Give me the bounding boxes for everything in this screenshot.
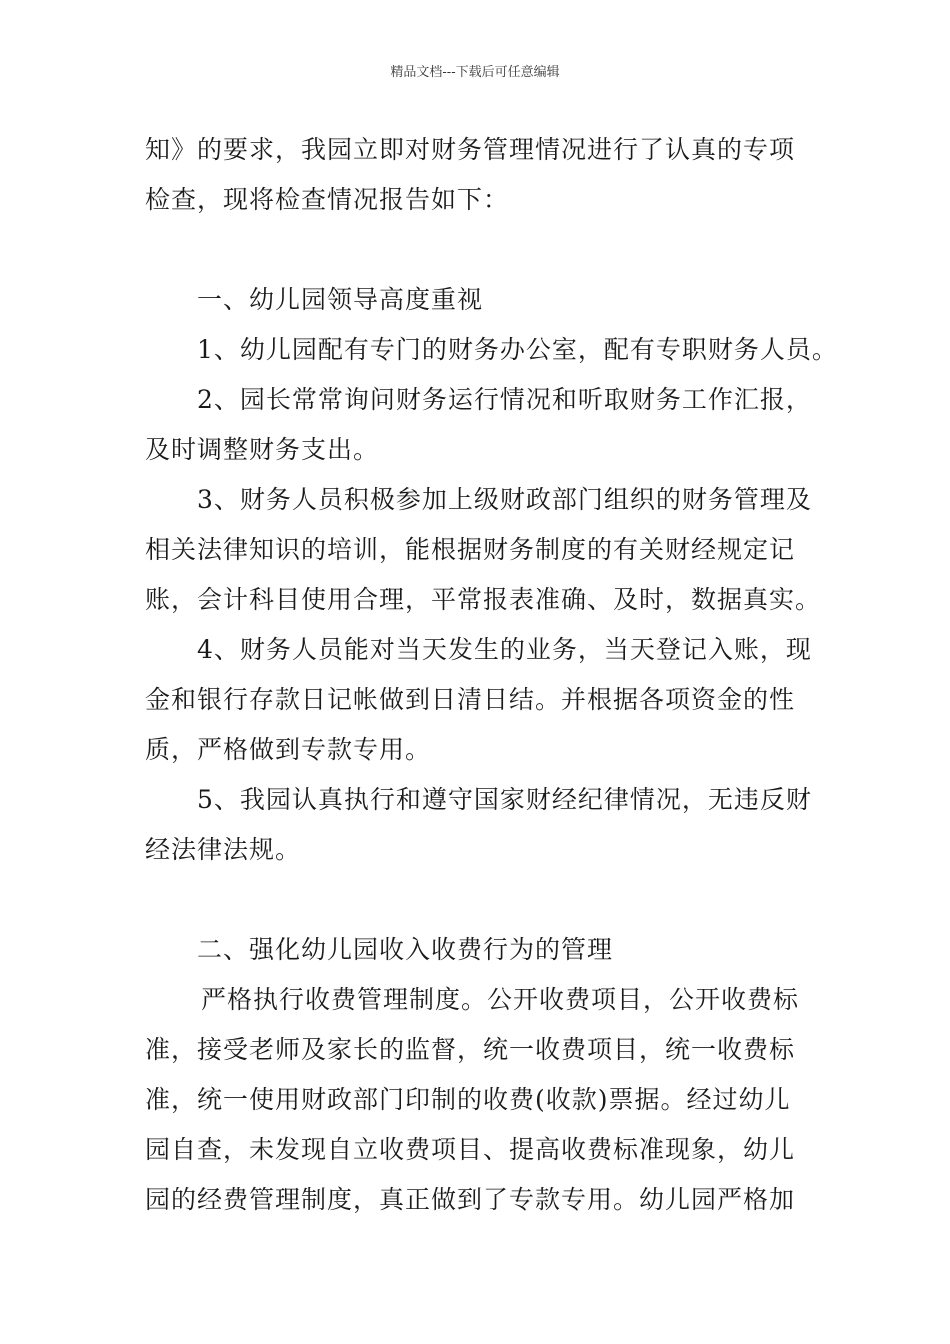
section-heading: 一、幼儿园领导高度重视 (197, 285, 484, 314)
paragraph-line: 质，严格做到专款专用。 (145, 735, 432, 764)
paragraph-line: 账，会计科目使用合理，平常报表准确、及时，数据真实。 (145, 585, 822, 614)
paragraph-line: 3、财务人员积极参加上级财政部门组织的财务管理及 (197, 485, 812, 514)
paragraph-line: 金和银行存款日记帐做到日清日结。并根据各项资金的性 (145, 685, 796, 714)
paragraph-line: 4、财务人员能对当天发生的业务，当天登记入账，现 (197, 635, 812, 664)
section-heading: 二、强化幼儿园收入收费行为的管理 (197, 935, 614, 964)
paragraph-line: 准，统一使用财政部门印制的收费(收款)票据。经过幼儿 (145, 1085, 791, 1114)
document-body (145, 125, 838, 1225)
paragraph-line: 检查，现将检查情况报告如下： (145, 185, 510, 214)
paragraph-line: 经法律法规。 (145, 835, 302, 864)
paragraph-line: 2、园长常常询问财务运行情况和听取财务工作汇报， (197, 385, 812, 414)
paragraph-line: 1、幼儿园配有专门的财务办公室，配有专职财务人员。 (197, 335, 838, 364)
paragraph-line: 知》的要求，我园立即对财务管理情况进行了认真的专项 (145, 135, 796, 164)
paragraph-line: 准，接受老师及家长的监督，统一收费项目，统一收费标 (145, 1035, 796, 1064)
blank-line (145, 875, 815, 925)
document-header: 精品文档---下载后可任意编辑 (390, 65, 560, 80)
paragraph-line: 5、我园认真执行和遵守国家财经纪律情况，无违反财 (197, 785, 812, 814)
paragraph-line: 严格执行收费管理制度。公开收费项目，公开收费标 (201, 985, 800, 1014)
paragraph-line: 园的经费管理制度，真正做到了专款专用。幼儿园严格加 (145, 1185, 796, 1214)
paragraph-line: 相关法律知识的培训，能根据财务制度的有关财经规定记 (145, 535, 796, 564)
paragraph-line: 及时调整财务支出。 (145, 435, 380, 464)
blank-line (145, 225, 815, 275)
paragraph-line: 园自查，未发现自立收费项目、提高收费标准现象，幼儿 (145, 1135, 796, 1164)
